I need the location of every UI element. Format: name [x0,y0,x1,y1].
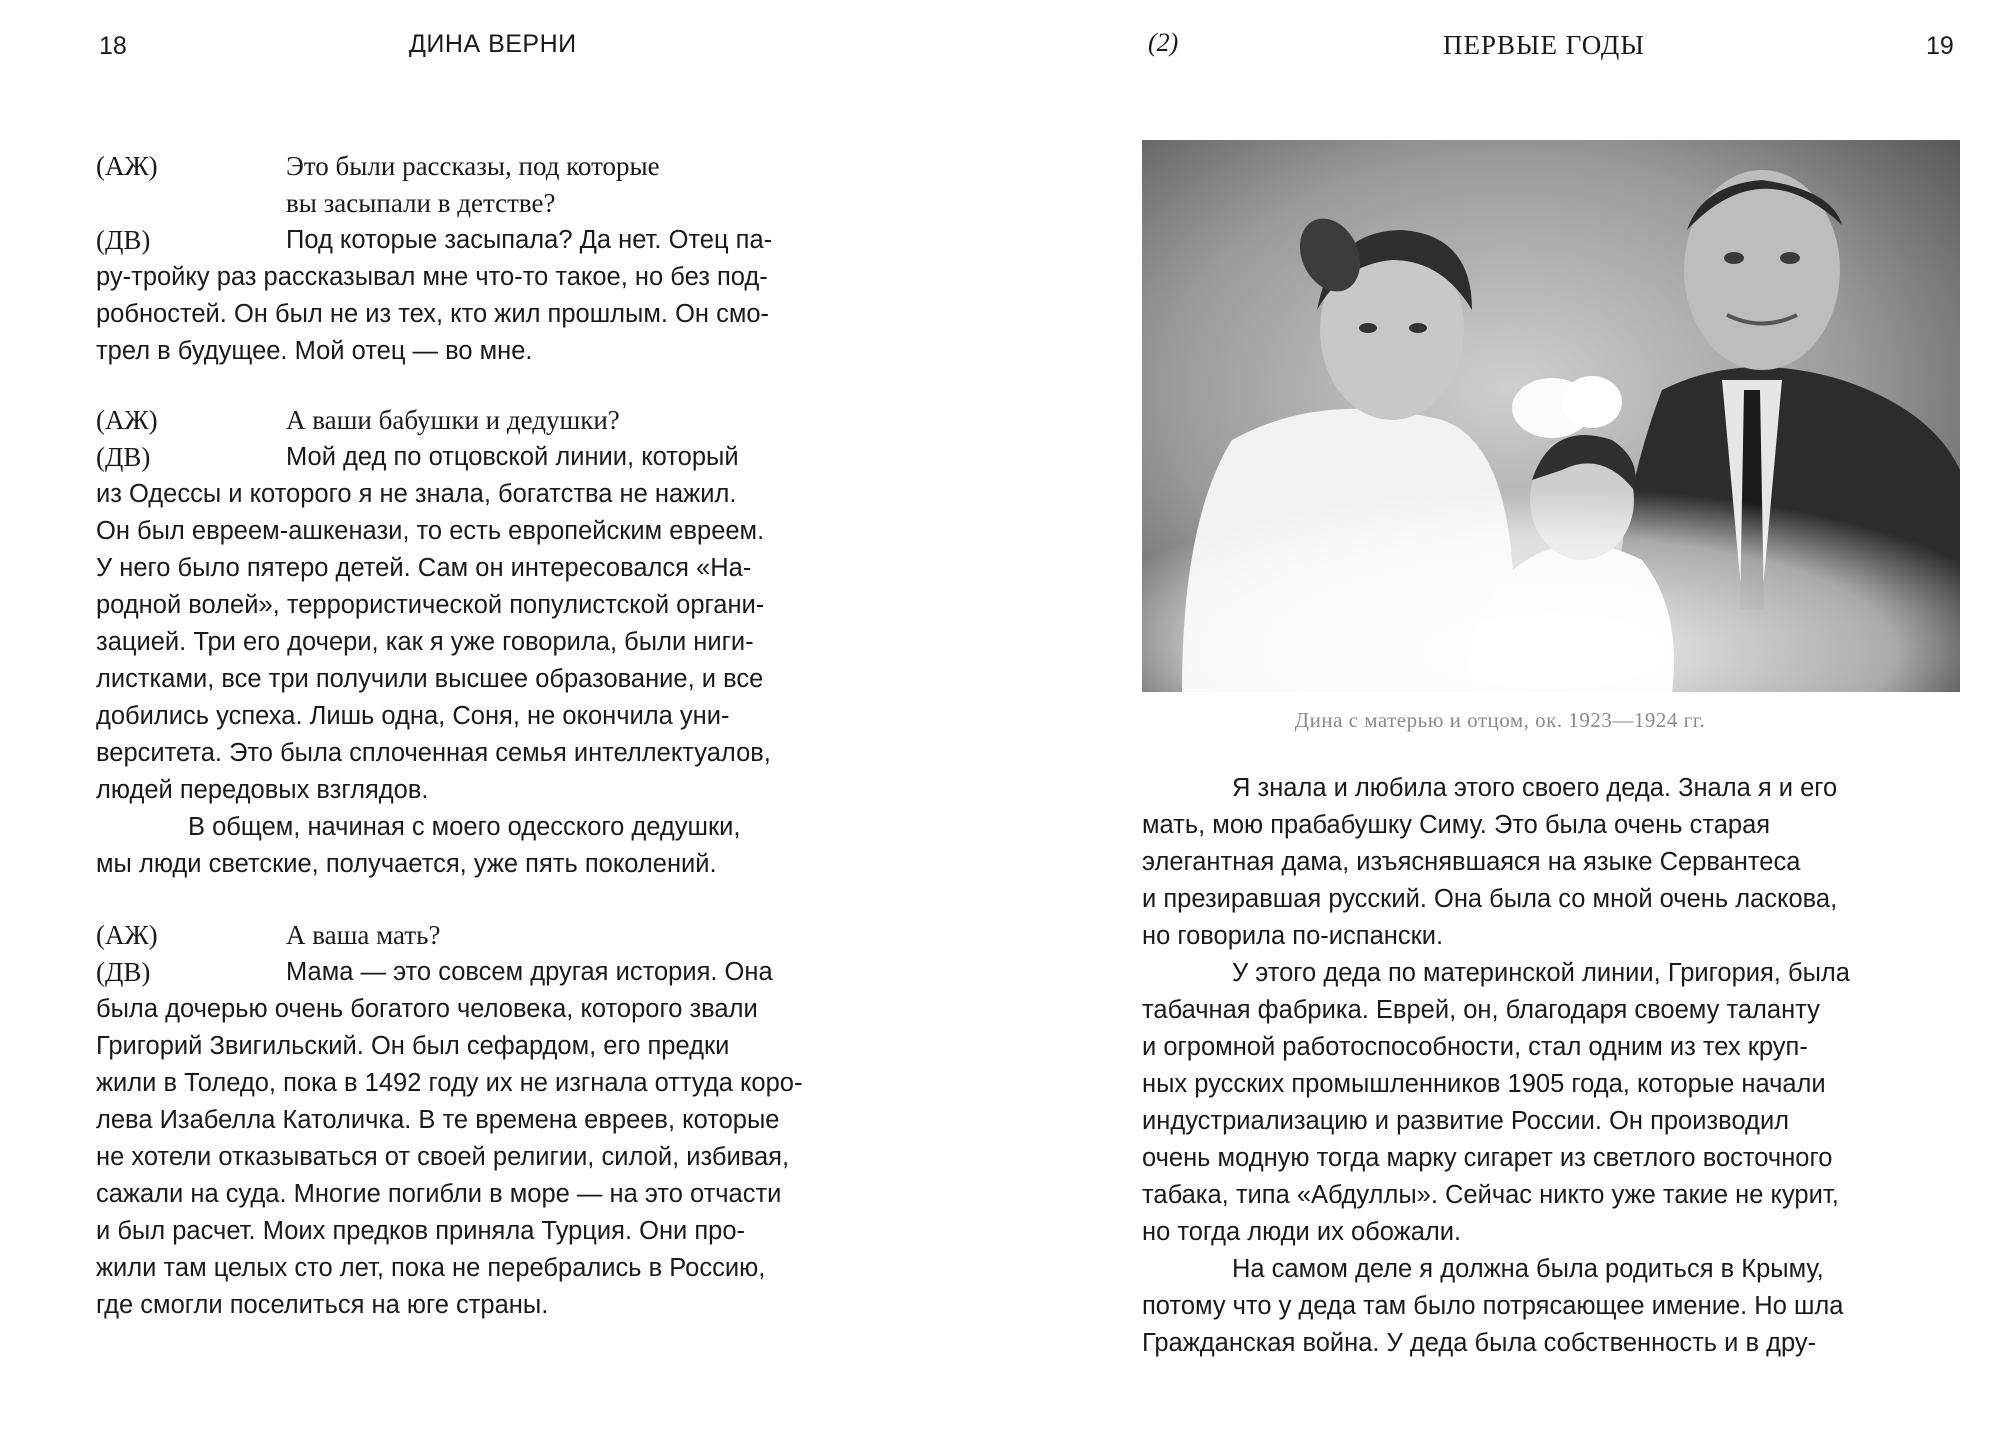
text-line: но тогда люди их обожали. [1142,1218,1462,1246]
question-text: Это были рассказы, под которые [286,151,660,181]
dialogue-block-2 [96,402,896,883]
answer-text: листками, все три получили высшее образование, и все [96,665,764,693]
answer-text: У него было пятеро детей. Сам он интересовался «На- [96,554,752,582]
question-text: А ваши бабушки и дедушки? [286,405,620,435]
text-line: табака, типа «Абдуллы». Сейчас никто уже такие не курит, [1142,1181,1839,1209]
answer-text: не хотели отказываться от своей религии, силой, избивая, [96,1143,790,1171]
answer-text: жили в Толедо, пока в 1492 году их не изгнала оттуда коро- [96,1069,803,1097]
answer-text: Мой дед по отцовской линии, который [286,443,739,471]
answer-text: Григорий Звигильский. Он был сефардом, его предки [96,1032,730,1060]
answer-text: робностей. Он был не из тех, кто жил прошлым. Он смо- [96,300,770,328]
dialogue-block-3 [96,917,896,1324]
speaker-label: (АЖ) [96,920,158,950]
text-line: На самом деле я должна была родиться в Крыму, [1232,1255,1824,1283]
answer-text: родной волей», террористической популистской органи- [96,591,765,619]
text-line: индустриализацию и развитие России. Он производил [1142,1107,1790,1135]
page-number-left: 18 [99,32,127,60]
text-line: и презиравшая русский. Она была со мной очень ласкова, [1142,885,1838,913]
answer-text: добились успеха. Лишь одна, Соня, не окончила уни- [96,702,730,730]
answer-text: зацией. Три его дочери, как я уже говорила, были ниги- [96,628,754,656]
answer-text: из Одессы и которого я не знала, богатства не нажил. [96,480,737,508]
page-number-right: 19 [1926,32,1954,60]
answer-text: Под которые засыпала? Да нет. Отец па- [286,226,773,254]
speaker-label: (АЖ) [96,151,158,181]
text-line: очень модную тогда марку сигарет из светлого восточного [1142,1144,1833,1172]
text-line: табачная фабрика. Еврей, он, благодаря своему таланту [1142,996,1820,1024]
answer-text: Он был евреем-ашкенази, то есть европейским евреем. [96,517,765,545]
answer-text: была дочерью очень богатого человека, которого звали [96,995,758,1023]
family-photo [1142,140,1960,692]
text-line: потому что у деда там было потрясающее имение. Но шла [1142,1292,1844,1320]
answer-text: жили там целых сто лет, пока не перебрались в Россию, [96,1254,766,1282]
text-line: Гражданская война. У деда была собственность и в дру- [1142,1329,1817,1357]
running-head-left: ДИНА ВЕРНИ [409,30,577,58]
answer-text: В общем, начиная с моего одесского дедушки, [188,813,741,841]
text-line: мать, мою прабабушку Симу. Это была очень старая [1142,811,1771,839]
text-line: ных русских промышленников 1905 года, которые начали [1142,1070,1826,1098]
answer-text: верситета. Это была сплоченная семья интеллектуалов, [96,739,771,767]
body-text [1142,770,1962,1362]
answer-text: Мама — это совсем другая история. Она [286,958,773,986]
answer-text: мы люди светские, получается, уже пять поколений. [96,850,717,878]
speaker-label: (ДВ) [96,957,151,987]
question-text: А ваша мать? [286,920,441,950]
right-page [1000,0,2000,1449]
answer-text: сажали на суда. Многие погибли в море — на это отчасти [96,1180,782,1208]
answer-text: и был расчет. Моих предков приняла Турция. Они про- [96,1217,746,1245]
text-line: У этого деда по материнской линии, Григория, была [1232,959,1850,987]
text-line: но говорила по-испански. [1142,922,1444,950]
speaker-label: (АЖ) [96,405,158,435]
question-text: вы засыпали в детстве? [286,188,556,218]
answer-text: лева Изабелла Католичка. В те времена евреев, которые [96,1106,780,1134]
dialogue-block-1 [96,148,896,370]
text-line: и огромной работоспособности, стал одним из тех круп- [1142,1033,1808,1061]
photo-caption: Дина с матерью и отцом, ок. 1923—1924 гг. [1294,708,1706,732]
running-head-right: ПЕРВЫЕ ГОДЫ [1443,30,1645,60]
answer-text: где смогли поселиться на юге страны. [96,1291,549,1319]
answer-text: ру-тройку раз рассказывал мне что-то такое, но без под- [96,263,768,291]
chapter-number: (2) [1148,28,1179,57]
family-photo-drawing [1142,140,1960,692]
text-line: элегантная дама, изъяснявшаяся на языке Сервантеса [1142,848,1801,876]
text-line: Я знала и любила этого своего деда. Знала я и его [1232,774,1838,802]
speaker-label: (ДВ) [96,225,151,255]
speaker-label: (ДВ) [96,442,151,472]
answer-text: людей передовых взглядов. [96,776,429,804]
answer-text: трел в будущее. Мой отец — во мне. [96,337,533,365]
